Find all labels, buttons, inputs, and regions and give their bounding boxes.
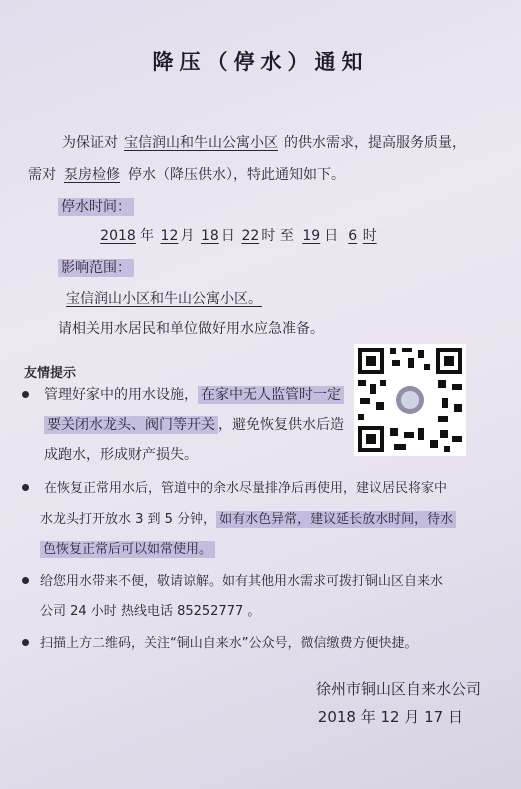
intro-line-1 (62, 132, 466, 152)
tip3-line-1: 给您用水带来不便，敬请谅解。如有其他用水需求可拨打铜山区自来水 (40, 574, 444, 589)
tip2-line3: 色恢复正常后可以如常使用。 (40, 541, 215, 558)
month-unit: 月 (180, 228, 195, 244)
end-day: 19 (302, 228, 321, 244)
end-day-unit: 日 (324, 228, 339, 244)
intro-line-2 (28, 164, 345, 184)
tip2-line2a: 水龙头打开放水 3 到 5 分钟， (40, 512, 217, 527)
time-label: 停水时间： (58, 198, 134, 216)
start-day: 18 (200, 228, 219, 244)
time-label-row (58, 196, 134, 216)
start-year: 2018 (100, 228, 136, 244)
signature-company: 徐州市铜山区自来水公司 (315, 680, 481, 698)
bullet-1 (22, 391, 29, 398)
tip1-line-3: 成跑水，形成财产损失。 (44, 447, 198, 463)
intro-area: 宝信润山和牛山公寓小区 (124, 135, 278, 151)
tip2-line-1: 在恢复正常用水后，管道中的余水尽量排净后再使用，建议居民将家中 (44, 481, 448, 496)
bullet-4 (22, 639, 29, 646)
reminder-text: 请相关用水居民和单位做好用水应急准备。 (58, 321, 324, 337)
tip1-line-2 (44, 414, 344, 434)
scope-value: 宝信润山小区和牛山公寓小区。 (66, 291, 262, 307)
hour-unit: 时 (261, 228, 276, 244)
tip2-line-2 (40, 508, 456, 527)
intro-work: 泵房检修 (64, 167, 120, 183)
bullet-2 (22, 484, 29, 491)
intro-line2-prefix: 需对 (28, 167, 56, 183)
end-hour-unit: 时 (362, 228, 377, 244)
scope-value-row (60, 288, 268, 308)
signature-date: 2018 年 12 月 17 日 (317, 708, 463, 726)
tip1-line1a: 管理好家中的用水设施， (44, 387, 198, 403)
tip1-line1b: 在家中无人监管时一定 (198, 386, 344, 404)
start-month: 12 (160, 228, 179, 244)
tip2-line-3 (40, 538, 215, 557)
tips-title: 友情提示 (24, 366, 77, 381)
end-hour: 6 (348, 228, 358, 244)
day-unit: 日 (220, 228, 235, 244)
intro-suffix: 的供水需求，提高服务质量， (284, 135, 466, 151)
tip3-line-2: 公司 24 小时 热线电话 85252777 。 (40, 604, 261, 619)
qr-code-icon (354, 344, 466, 456)
intro-line2-suffix: 停水（降压供水），特此通知如下。 (128, 167, 345, 183)
tip1-line2a: 要关闭水龙头、阀门等开关 (44, 416, 218, 434)
time-to: 至 (279, 228, 294, 244)
tip1-line-1 (44, 384, 344, 404)
intro-prefix: 为保证对 (62, 135, 118, 151)
tip4-line-1: 扫描上方二维码，关注“铜山自来水”公众号，微信缴费方便快捷。 (40, 636, 418, 651)
tip1-line2b: ，避免恢复供水后造 (218, 417, 344, 433)
time-value-row (96, 225, 377, 245)
start-hour: 22 (241, 228, 260, 244)
tip2-line2b: 如有水色异常，建议延长放水时间，待水 (216, 511, 456, 528)
scope-label-row (58, 257, 134, 277)
scope-label: 影响范围： (58, 259, 134, 277)
notice-title: 降压（停水）通知 (152, 50, 369, 74)
year-unit: 年 (140, 228, 154, 244)
bullet-3 (22, 577, 29, 584)
